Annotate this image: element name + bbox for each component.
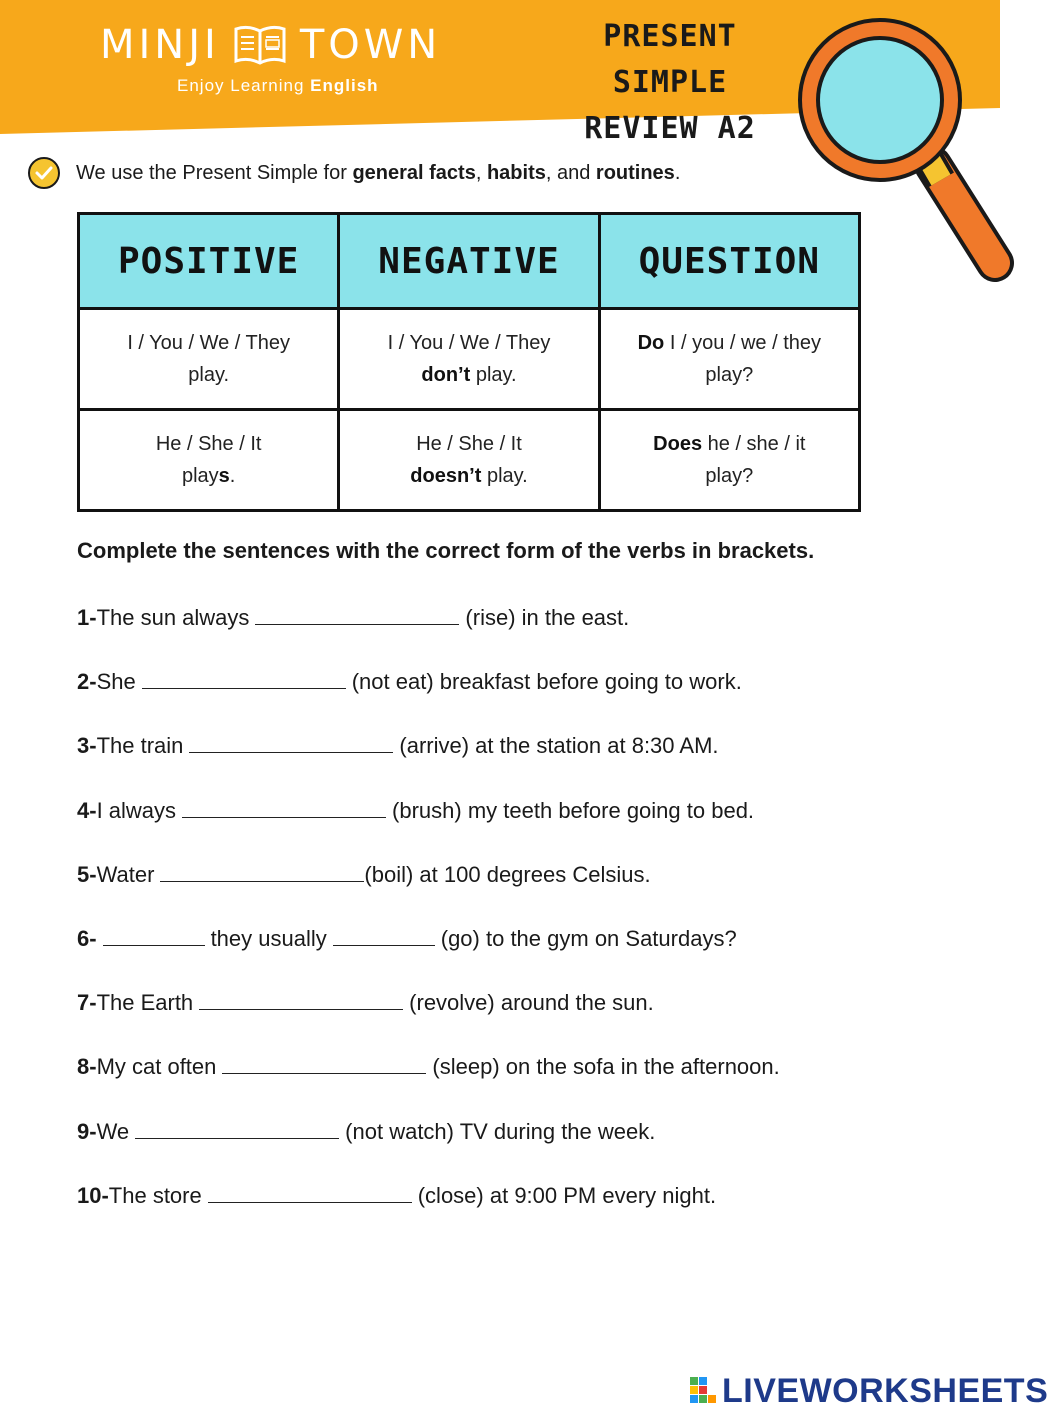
cell-negative: He / She / It doesn’t play. — [339, 410, 599, 511]
title-line-1: PRESENT SIMPLE — [603, 19, 737, 100]
exercise-list — [77, 600, 780, 1242]
logo-text-left: MINJI — [100, 22, 220, 68]
exercise-item-7: 7- The Earth (revolve) around the sun. — [77, 985, 780, 1049]
answer-blank[interactable] — [255, 600, 459, 625]
answer-blank[interactable] — [222, 1049, 426, 1074]
logo-tagline — [177, 76, 379, 96]
answer-blank[interactable] — [135, 1114, 339, 1139]
exercise-item-10: 10- The store (close) at 9:00 PM every night. — [77, 1178, 780, 1242]
logo — [100, 22, 480, 102]
header-negative: NEGATIVE — [339, 214, 599, 309]
tagline-bold: English — [310, 76, 379, 95]
header-positive: POSITIVE — [79, 214, 339, 309]
exercise-item-2: 2- She (not eat) breakfast before going to work. — [77, 664, 780, 728]
header-question: QUESTION — [599, 214, 859, 309]
liveworksheets-brand: LIVEWORKSHEETS — [722, 1372, 1048, 1410]
cell-positive: He / She / It plays. — [79, 410, 339, 511]
exercise-item-6: 6- they usually (go) to the gym on Saturdays? — [77, 921, 780, 985]
title-line-2: REVIEW A2 — [584, 111, 756, 146]
answer-blank[interactable] — [103, 921, 205, 946]
answer-blank[interactable] — [333, 921, 435, 946]
exercise-item-8: 8- My cat often (sleep) on the sofa in the afternoon. — [77, 1049, 780, 1113]
table-row — [79, 309, 860, 410]
answer-blank[interactable] — [142, 664, 346, 689]
intro-text: We use the Present Simple for general facts, habits, and routines. — [76, 161, 681, 184]
table-header-row — [79, 214, 860, 309]
cell-question: Does he / she / it play? — [599, 410, 859, 511]
exercise-item-4: 4- I always (brush) my teeth before going to bed. — [77, 793, 780, 857]
cell-question: Do I / you / we / they play? — [599, 309, 859, 410]
answer-blank[interactable] — [208, 1178, 412, 1203]
exercise-instruction: Complete the sentences with the correct form of the verbs in brackets. — [77, 538, 815, 563]
tagline-light: Enjoy Learning — [177, 76, 305, 95]
logo-text-right: TOWN — [299, 22, 442, 68]
answer-blank[interactable] — [182, 793, 386, 818]
intro-line — [26, 155, 680, 191]
cell-negative: I / You / We / They don’t play. — [339, 309, 599, 410]
worksheet-title — [540, 14, 800, 152]
cell-positive: I / You / We / They play. — [79, 309, 339, 410]
answer-blank[interactable] — [199, 985, 403, 1010]
exercise-item-5: 5- Water (boil) at 100 degrees Celsius. — [77, 857, 780, 921]
liveworksheets-logo-icon — [690, 1377, 716, 1407]
answer-blank[interactable] — [189, 728, 393, 753]
checkmark-icon — [26, 155, 62, 191]
book-icon — [232, 23, 288, 67]
answer-blank[interactable] — [160, 857, 364, 882]
liveworksheets-watermark — [690, 1372, 1048, 1411]
exercise-item-3: 3- The train (arrive) at the station at 8:30 AM. — [77, 728, 780, 792]
exercise-item-9: 9- We (not watch) TV during the week. — [77, 1114, 780, 1178]
grammar-table — [77, 212, 861, 512]
table-row — [79, 410, 860, 511]
exercise-item-1: 1- The sun always (rise) in the east. — [77, 600, 780, 664]
